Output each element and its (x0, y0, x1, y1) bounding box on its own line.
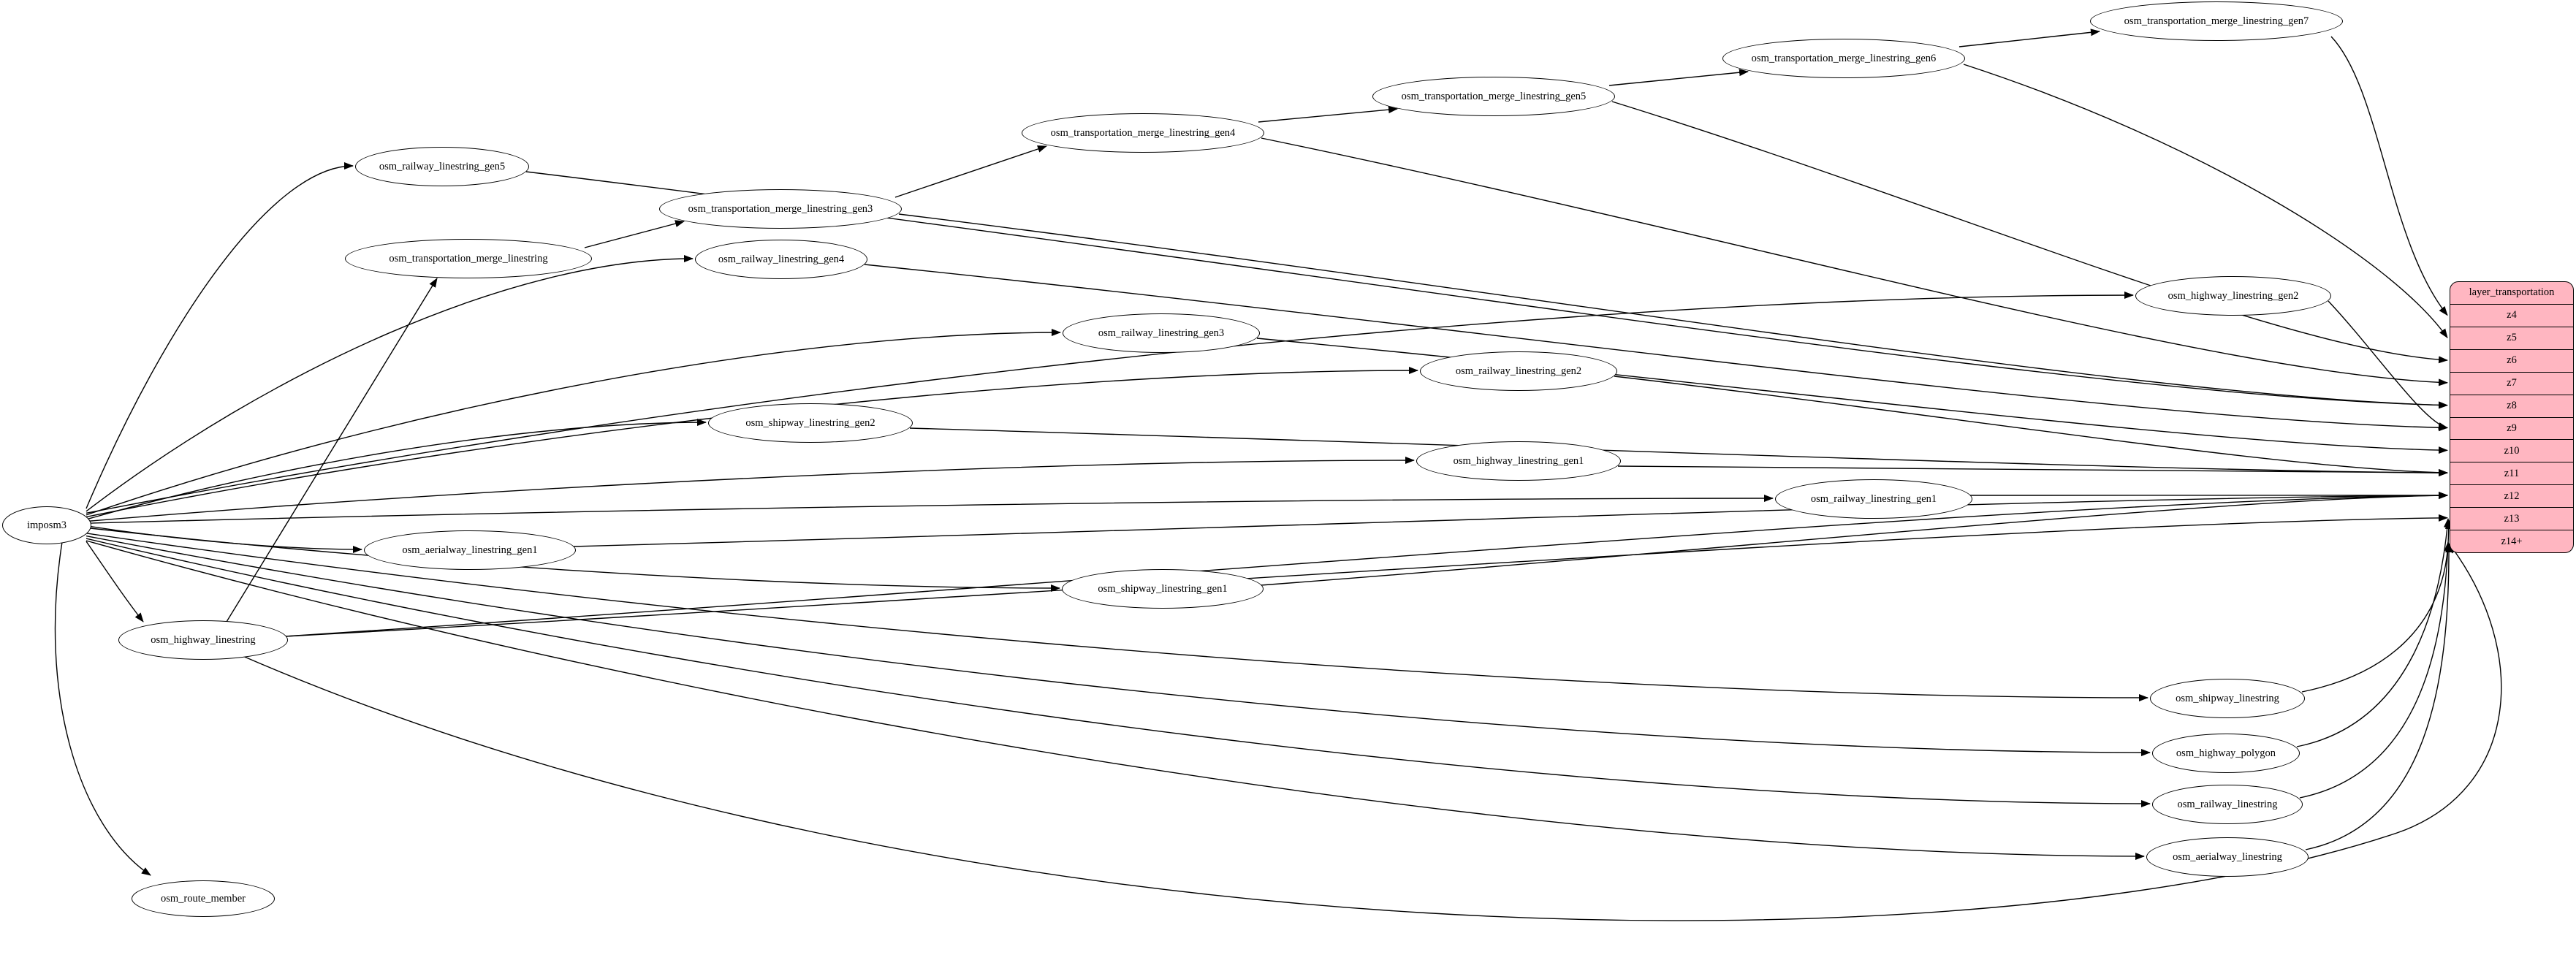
table-node-osm_transportation_merge_linestring_gen6 (1722, 39, 1965, 78)
node-label: osm_railway_linestring_gen5 (379, 160, 506, 172)
node-label: osm_highway_linestring_gen1 (1453, 454, 1584, 467)
edge-imposm3-to-osm_railway_linestring_gen2 (86, 370, 1418, 517)
table-node-osm_transportation_merge_linestring_gen5 (1372, 77, 1615, 116)
table-node-osm_shipway_linestring_gen2 (708, 403, 913, 443)
node-label: osm_railway_linestring_gen1 (1810, 492, 1937, 505)
node-label: osm_transportation_merge_linestring_gen5 (1401, 90, 1587, 102)
table-node-osm_aerialway_linestring_gen1 (364, 530, 576, 570)
zoom-row-z8: z8 (2450, 395, 2573, 417)
edge-osm_highway_linestring-to-z12 (285, 492, 2447, 636)
zoom-row-z9: z9 (2450, 417, 2573, 440)
edge-imposm3-to-osm_highway_linestring_gen1 (86, 460, 1414, 522)
edge-osm_highway_linestring_gen2-to-z9 (2328, 301, 2447, 428)
edge-osm_highway_polygon-to-z13 (2297, 519, 2448, 747)
node-label: osm_aerialway_linestring (2173, 850, 2282, 863)
edge-osm_aerialway_linestring_gen1-to-z12 (573, 492, 2447, 547)
zoom-row-z10: z10 (2450, 439, 2573, 462)
node-label: osm_railway_linestring_gen3 (1098, 327, 1225, 339)
table-node-osm_transportation_merge_linestring_gen4 (1022, 113, 1264, 153)
table-node-osm_transportation_merge_linestring_gen7 (2090, 1, 2343, 41)
node-label: imposm3 (27, 519, 67, 531)
zoom-row-z5: z5 (2450, 327, 2573, 349)
layer-title: layer_transportation (2469, 286, 2555, 299)
table-node-osm_railway_linestring_gen5 (355, 147, 529, 186)
edge-osm_transportation_merge_linestring_gen5-to-z6 (1612, 102, 2447, 360)
node-label: osm_aerialway_linestring_gen1 (402, 544, 538, 556)
edge-osm_transportation_merge_linestring-to-osm_transportation_merge_linestring_gen3 (585, 221, 684, 248)
zoom-row-z7: z7 (2450, 372, 2573, 395)
table-node-imposm3 (2, 506, 91, 544)
edge-imposm3-to-osm_railway_linestring_gen4 (86, 259, 693, 511)
edge-imposm3-to-osm_highway_polygon (86, 536, 2150, 753)
edge-osm_transportation_merge_linestring_gen3-to-osm_transportation_merge_linestring_gen4 (895, 146, 1046, 197)
table-node-osm_highway_linestring_gen2 (2135, 276, 2331, 316)
edge-osm_transportation_merge_linestring_gen7-to-z4 (2331, 37, 2447, 315)
edge-osm_railway_linestring_gen2-to-z11 (1614, 376, 2447, 473)
node-label: osm_highway_polygon (2176, 747, 2276, 759)
node-label: osm_railway_linestring_gen2 (1455, 365, 1582, 377)
table-node-osm_aerialway_linestring (2146, 837, 2309, 877)
edge-osm_shipway_linestring-to-z14+ (2302, 542, 2448, 692)
edge-imposm3-to-osm_aerialway_linestring_gen1 (86, 526, 362, 549)
zoom-row-z12: z12 (2450, 484, 2573, 507)
table-node-osm_shipway_linestring_gen1 (1062, 569, 1264, 609)
edge-osm_highway_linestring_gen1-to-z11 (1618, 466, 2447, 473)
node-label: osm_railway_linestring_gen4 (718, 253, 845, 265)
edge-osm_railway_linestring_gen3-to-z10 (1257, 338, 2447, 450)
edge-imposm3-to-osm_railway_linestring_gen5 (86, 166, 353, 509)
table-node-osm_shipway_linestring (2150, 679, 2305, 718)
node-label: osm_transportation_merge_linestring_gen6 (1751, 52, 1937, 64)
edge-osm_transportation_merge_linestring_gen5-to-osm_transportation_merge_linestring_gen6 (1609, 72, 1748, 85)
node-label: osm_shipway_linestring_gen1 (1098, 582, 1228, 595)
edge-imposm3-to-osm_route_member (55, 542, 151, 875)
node-label: osm_transportation_merge_linestring_gen4 (1050, 126, 1236, 139)
node-label: osm_shipway_linestring (2176, 692, 2279, 704)
node-label: osm_shipway_linestring_gen2 (745, 416, 875, 429)
node-label: osm_railway_linestring (2177, 798, 2278, 810)
edge-osm_highway_linestring-to-osm_transportation_merge_linestring (227, 278, 437, 622)
edge-imposm3-to-osm_highway_linestring (86, 541, 143, 622)
node-label: osm_transportation_merge_linestring_gen3 (688, 202, 873, 215)
table-node-osm_highway_linestring_gen1 (1416, 441, 1621, 481)
table-node-osm_route_member (132, 880, 275, 917)
zoom-row-z13: z13 (2450, 507, 2573, 530)
edge-imposm3-to-osm_shipway_linestring_gen2 (86, 422, 706, 519)
table-node-osm_railway_linestring_gen3 (1063, 313, 1260, 353)
layer-transportation-record (2450, 281, 2574, 553)
node-label: osm_transportation_merge_linestring (389, 252, 548, 264)
table-node-osm_railway_linestring_gen1 (1775, 479, 1972, 519)
table-node-osm_railway_linestring_gen2 (1420, 351, 1617, 391)
table-node-osm_railway_linestring (2152, 785, 2303, 824)
table-node-osm_transportation_merge_linestring (345, 239, 592, 278)
edge-osm_transportation_merge_linestring_gen4-to-z7 (1261, 138, 2447, 383)
edge-osm_shipway_linestring_gen2-to-z11 (910, 428, 2447, 473)
table-node-osm_transportation_merge_linestring_gen3 (659, 189, 902, 229)
zoom-row-z6: z6 (2450, 349, 2573, 372)
zoom-row-z4: z4 (2450, 304, 2573, 327)
table-node-osm_highway_linestring (118, 620, 288, 660)
node-label: osm_route_member (161, 892, 246, 905)
node-label: osm_highway_linestring_gen2 (2167, 289, 2299, 302)
node-label: osm_highway_linestring (151, 633, 256, 646)
table-node-osm_railway_linestring_gen4 (695, 240, 867, 279)
node-label: osm_transportation_merge_linestring_gen7 (2124, 15, 2309, 27)
zoom-row-z11: z11 (2450, 462, 2573, 484)
edge-osm_railway_linestring-to-z13 (2300, 520, 2449, 798)
edge-osm_aerialway_linestring-to-z14+ (2306, 544, 2449, 850)
edge-osm_transportation_merge_linestring_gen4-to-osm_transportation_merge_linestring_gen5 (1258, 109, 1397, 122)
edge-osm_transportation_merge_linestring_gen6-to-osm_transportation_merge_linestring_gen7 (1959, 31, 2100, 47)
zoom-row-z14plus: z14+ (2450, 530, 2573, 552)
table-node-osm_highway_polygon (2152, 734, 2300, 773)
